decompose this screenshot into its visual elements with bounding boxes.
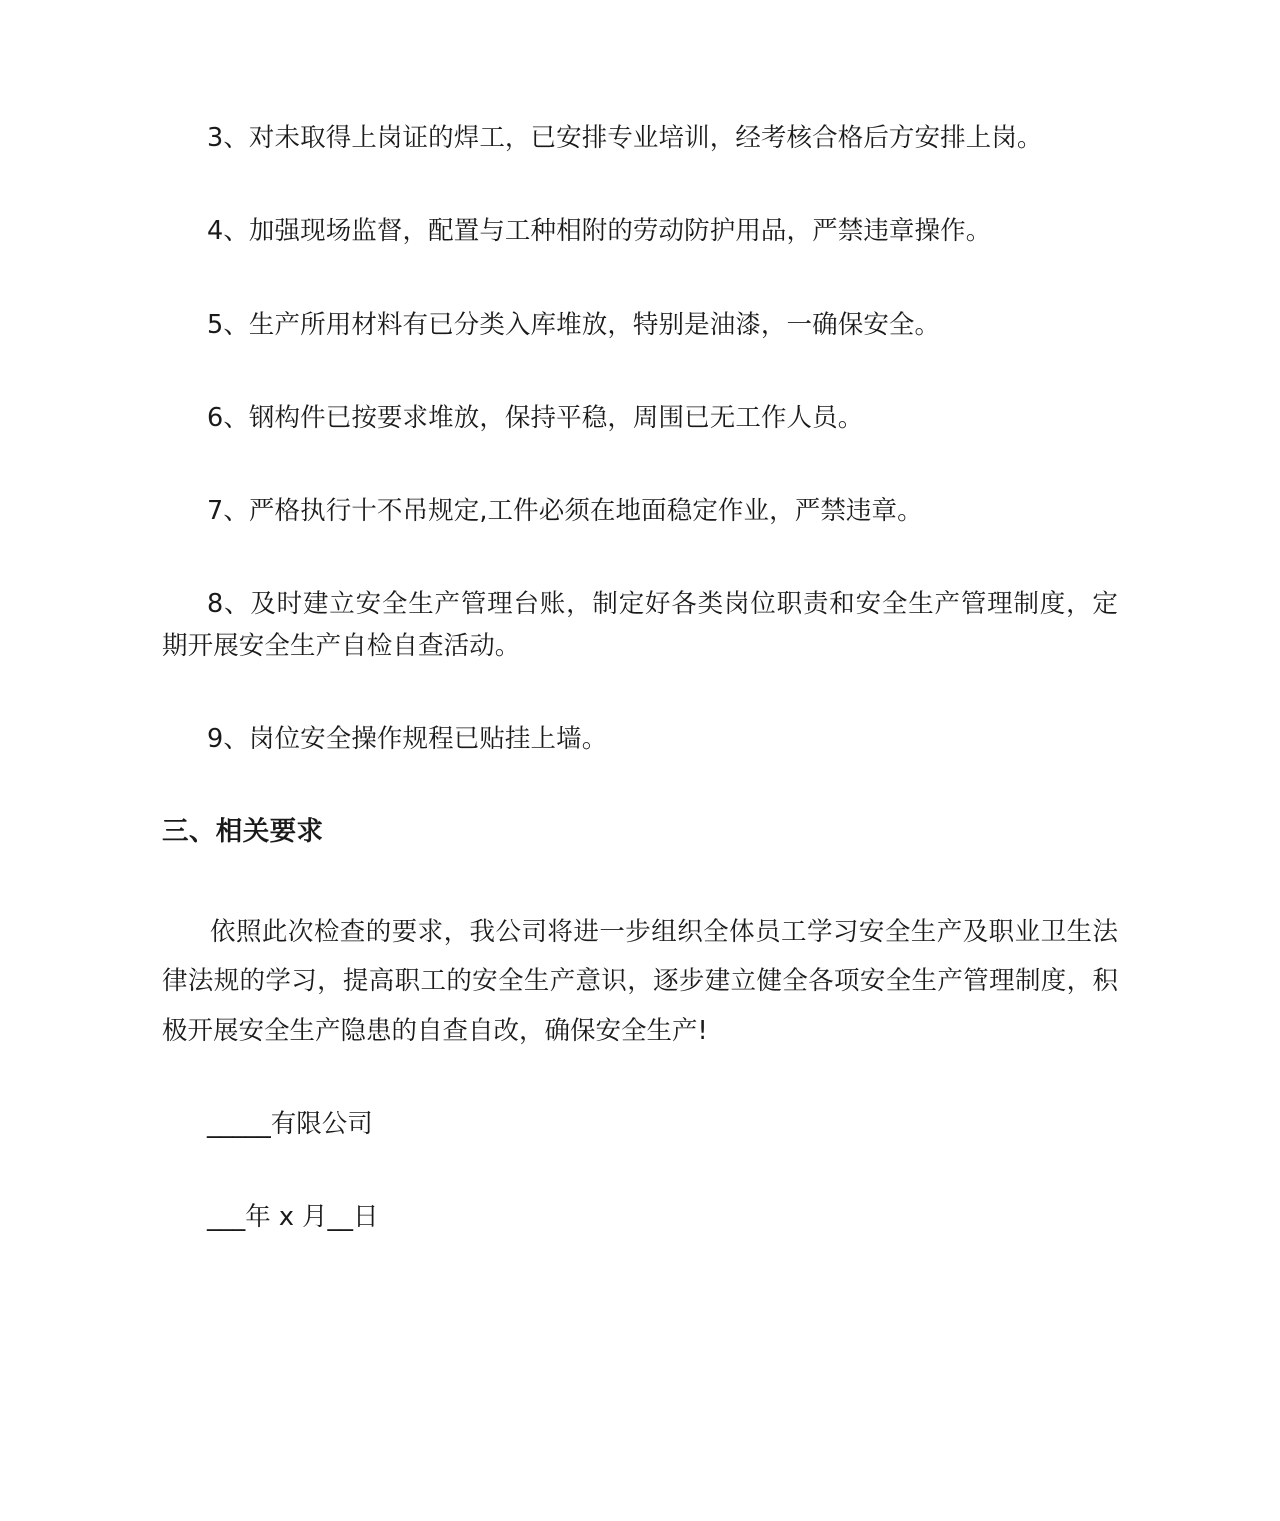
list-item: 3、对未取得上岗证的焊工，已安排专业培训，经考核合格后方安排上岗。 (207, 123, 1043, 153)
list-item: 8、及时建立安全生产管理台账，制定好各类岗位职责和安全生产管理制度，定期开展安全生产自检自查活动。 (162, 589, 1118, 661)
signature-company: _____有限公司 (207, 1108, 373, 1139)
closing-paragraph: 依照此次检查的要求，我公司将进一步组织全体员工学习安全生产及职业卫生法律法规的学习，提高职工的安全生产意识，逐步建立健全各项安全生产管理制度，积极开展安全生产隐患的自查自改，确保安全生产! (162, 917, 1118, 1046)
list-item: 7、严格执行十不吊规定,工件必须在地面稳定作业，严禁违章。 (207, 496, 923, 527)
signature-date: ___年 x 月__日 (207, 1202, 379, 1233)
list-item: 5、生产所用材料有已分类入库堆放，特别是油漆，一确保安全。 (207, 309, 941, 340)
section-heading: 三、相关要求 (162, 816, 324, 848)
list-item: 4、加强现场监督，配置与工种相附的劳动防护用品，严禁违章操作。 (207, 216, 992, 247)
document-body (162, 118, 1118, 1290)
list-item: 6、钢构件已按要求堆放，保持平稳，周围已无工作人员。 (207, 402, 864, 433)
list-item: 9、岗位安全操作规程已贴挂上墙。 (207, 724, 608, 755)
